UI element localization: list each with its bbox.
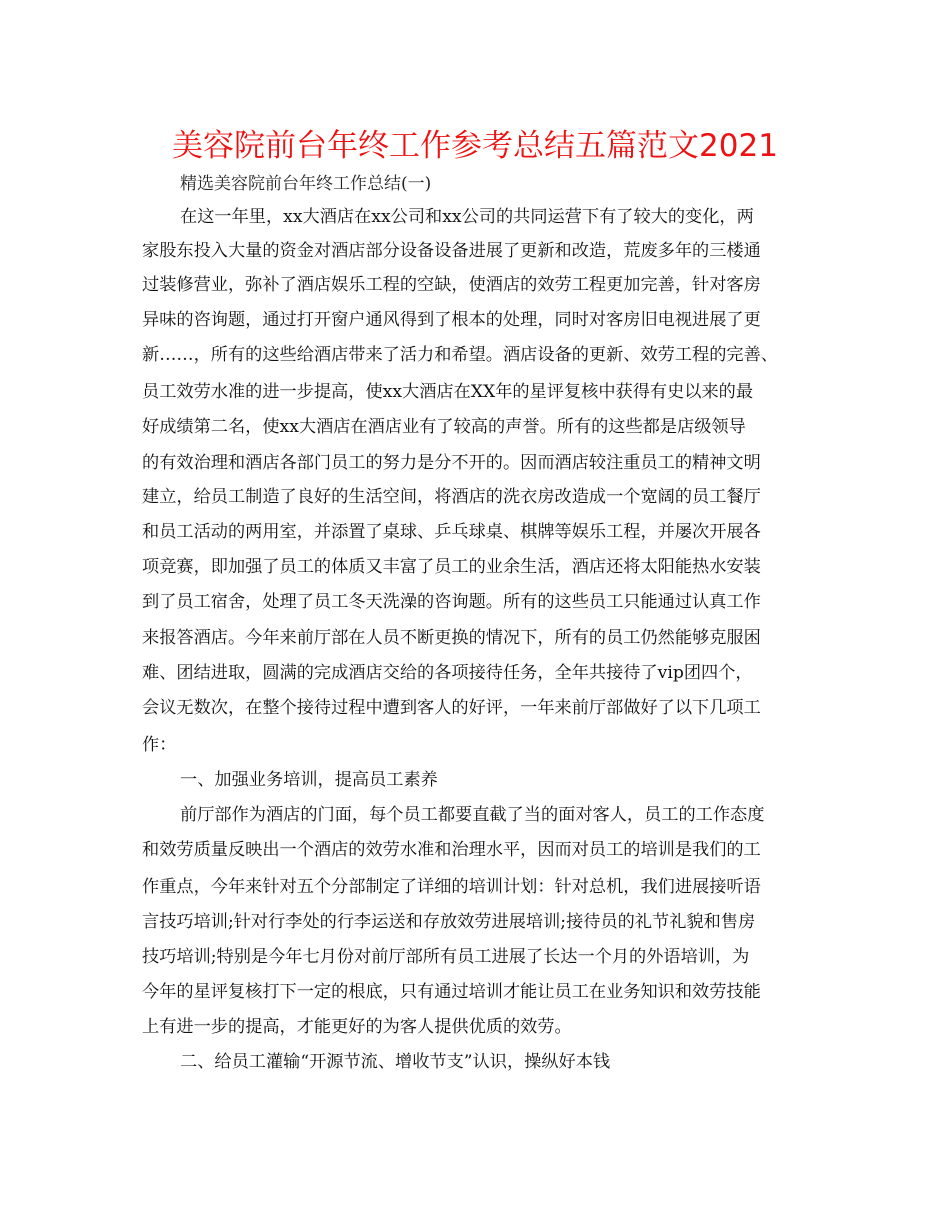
- body-line: 在这一年里，xx大酒店在xx公司和xx公司的共同运营下有了较大的变化，两: [180, 207, 754, 227]
- body-line: 作：: [142, 735, 177, 755]
- body-line: 新……，所有的这些给酒店带来了活力和希望。酒店设备的更新、效劳工程的完善、: [142, 345, 778, 365]
- body-line: 过装修营业，弥补了酒店娱乐工程的空缺，使酒店的效劳工程更加完善，针对客房: [142, 275, 761, 295]
- body-line: 今年的星评复核打下一定的根底，只有通过培训才能让员工在业务知识和效劳技能: [142, 982, 761, 1002]
- body-line: 到了员工宿舍，处理了员工冬天洗澡的咨询题。所有的这些员工只能通过认真工作: [142, 592, 761, 612]
- body-line: 项竞赛，即加强了员工的体质又丰富了员工的业余生活，酒店还将太阳能热水安装: [142, 557, 761, 577]
- body-line: 家股东投入大量的资金对酒店部分设备设备进展了更新和改造，荒废多年的三楼通: [142, 241, 761, 261]
- body-line: 和员工活动的两用室，并添置了桌球、乒乓球桌、棋牌等娱乐工程，并屡次开展各: [142, 522, 761, 542]
- body-line: 的有效治理和酒店各部门员工的努力是分不开的。因而酒店较注重员工的精神文明: [142, 453, 761, 473]
- document-title: 美容院前台年终工作参考总结五篇范文2021: [172, 128, 778, 164]
- section-subtitle: 精选美容院前台年终工作总结(一): [180, 174, 432, 194]
- body-line: 建立，给员工制造了良好的生活空间，将酒店的洗衣房改造成一个宽阔的员工餐厅: [142, 487, 761, 507]
- body-line: 和效劳质量反映出一个酒店的效劳水准和治理水平，因而对员工的培训是我们的工: [142, 840, 761, 860]
- body-line: 上有进一步的提高，才能更好的为客人提供优质的效劳。: [142, 1017, 572, 1037]
- body-line: 难、团结进取，圆满的完成酒店交给的各项接待任务，全年共接待了vip团四个，: [142, 663, 753, 683]
- section-heading: 二、给员工灌输“开源节流、增收节支”认识，操纵好本钱: [180, 1052, 611, 1072]
- body-line: 来报答酒店。今年来前厅部在人员不断更换的情况下，所有的员工仍然能够克服困: [142, 628, 761, 648]
- section-heading: 一、加强业务培训，提高员工素养: [180, 770, 438, 790]
- body-line: 前厅部作为酒店的门面，每个员工都要直截了当的面对客人，员工的工作态度: [180, 805, 765, 825]
- body-line: 会议无数次，在整个接待过程中遭到客人的好评，一年来前厅部做好了以下几项工: [142, 698, 761, 718]
- body-line: 作重点，今年来针对五个分部制定了详细的培训计划：针对总机，我们进展接听语: [142, 877, 761, 897]
- body-line: 好成绩第二名，使xx大酒店在酒店业有了较高的声誉。所有的这些都是店级领导: [142, 417, 746, 437]
- body-line: 员工效劳水准的进一步提高，使xx大酒店在XX年的星评复核中获得有史以来的最: [142, 382, 754, 402]
- body-line: 异味的咨询题，通过打开窗户通风得到了根本的处理，同时对客房旧电视进展了更: [142, 310, 761, 330]
- body-line: 技巧培训;特别是今年七月份对前厅部所有员工进展了长达一个月的外语培训，为: [142, 947, 750, 967]
- body-line: 言技巧培训;针对行李处的行李运送和存放效劳进展培训;接待员的礼节礼貌和售房: [142, 912, 756, 932]
